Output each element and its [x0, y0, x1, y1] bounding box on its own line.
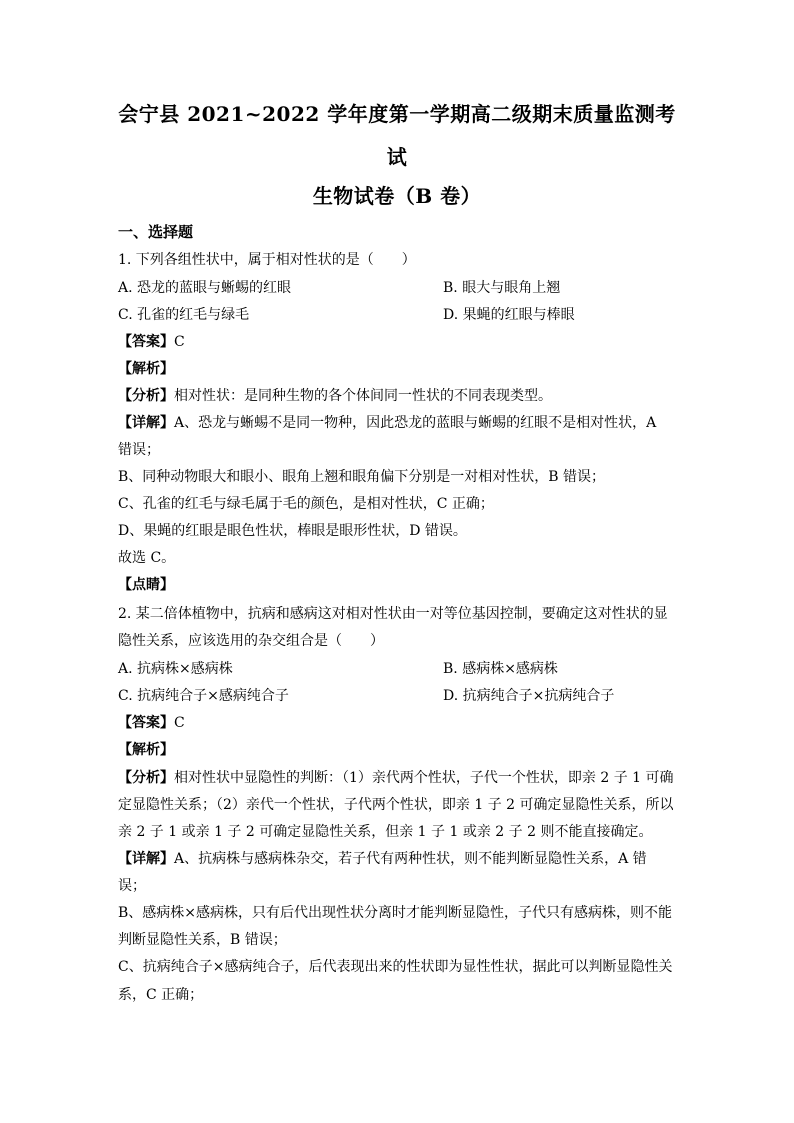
q1-fenxi-text: 相对性状：是同种生物的各个体间同一性状的不同表现类型。 [174, 388, 552, 404]
q1-option-d: D. 果蝇的红眼与棒眼 [443, 307, 575, 323]
q1-answer-tag: 【答案】 [118, 334, 174, 350]
q2-answer-value: C [174, 715, 185, 731]
q2-option-c: C. 抗病纯合子×感病纯合子 [118, 688, 289, 704]
q2-xiangjie-text: A、抗病株与感病株杂交，若子代有两种性状，则不能判断显隐性关系，A 错 [174, 851, 647, 867]
exam-subtitle: 生物试卷（B 卷） [312, 184, 482, 208]
q2-fenxi-row [118, 768, 678, 788]
q2-fenxi-line3: 亲 2 子 1 或亲 1 子 2 可确定显隐性关系，但亲 1 子 1 或亲 2 子 2 则不能直接确定。 [118, 824, 653, 840]
section-heading: 一、选择题 [118, 223, 194, 241]
q2-option-d: D. 抗病纯合子×抗病纯合子 [443, 688, 615, 704]
q1-xiangjie-text: A、恐龙与蜥蜴不是同一物种，因此恐龙的蓝眼与蜥蜴的红眼不是相对性状，A [174, 415, 657, 431]
q1-option-c: C. 孔雀的红毛与绿毛 [118, 307, 250, 323]
q2-fenxi-text: 相对性状中显隐性的判断：（1）亲代两个性状，子代一个性状，即亲 2 子 1 可确 [174, 770, 674, 786]
q2-stem-line1: 2. 某二倍体植物中，抗病和感病这对相对性状由一对等位基因控制，要确定这对性状的显 [118, 606, 668, 622]
q1-stem: 1. 下列各组性状中，属于相对性状的是（ ） [118, 252, 416, 268]
q1-line-c: C、孔雀的红毛与绿毛属于毛的颜色，是相对性状，C 正确； [118, 496, 494, 512]
q1-answer-row [118, 332, 678, 352]
q2-xiangjie-row [118, 849, 678, 869]
q2-line-b2: 判断显隐性关系，B 错误； [118, 932, 287, 948]
q2-answer-row [118, 713, 678, 733]
q2-option-a: A. 抗病株×感病株 [118, 661, 233, 677]
q1-line-b: B、同种动物眼大和眼小、眼角上翘和眼角偏下分别是一对相对性状，B 错误； [118, 469, 606, 485]
q1-fenxi-row [118, 386, 678, 406]
q2-line-c2: 系，C 正确； [118, 987, 204, 1003]
q2-option-b: B. 感病株×感病株 [443, 661, 558, 677]
q2-xiangjie-tag: 【详解】 [118, 851, 174, 867]
q2-line-c1: C、抗病纯合子×感病纯合子，后代表现出来的性状即为显性性状，据此可以判断显隐性关 [118, 959, 673, 975]
q1-xiangjie-cont: 错误； [118, 442, 160, 458]
q1-line-d: D、果蝇的红眼是眼色性状，棒眼是眼形性状，D 错误。 [118, 523, 467, 539]
q1-fenxi-tag: 【分析】 [118, 388, 174, 404]
q1-conclusion: 故选 C。 [118, 550, 176, 566]
exam-title-line1: 会宁县 2021~2022 学年度第一学期高二级期末质量监测考 [118, 102, 676, 126]
q1-answer-value: C [174, 334, 185, 350]
q2-analysis-tag: 【解析】 [118, 742, 174, 758]
q2-line-b1: B、感病株×感病株，只有后代出现性状分离时才能判断显隐性，子代只有感病株，则不能 [118, 905, 673, 921]
exam-title-line2: 试 [386, 145, 408, 169]
q1-option-b: B. 眼大与眼角上翘 [443, 280, 561, 296]
q2-fenxi-tag: 【分析】 [118, 770, 174, 786]
q2-fenxi-line2: 定显隐性关系；（2）亲代一个性状，子代两个性状，即亲 1 子 2 可确定显隐性关系，所以 [118, 797, 674, 813]
q1-xiangjie-tag: 【详解】 [118, 415, 174, 431]
q2-stem-line2: 隐性关系，应该选用的杂交组合是（ ） [118, 633, 384, 649]
q1-option-a: A. 恐龙的蓝眼与蜥蜴的红眼 [118, 280, 292, 296]
q2-answer-tag: 【答案】 [118, 715, 174, 731]
q2-xiangjie-cont: 误； [118, 878, 146, 894]
q1-dianjing-tag: 【点睛】 [118, 577, 174, 593]
q1-xiangjie-row [118, 413, 678, 433]
q1-analysis-tag: 【解析】 [118, 361, 174, 377]
